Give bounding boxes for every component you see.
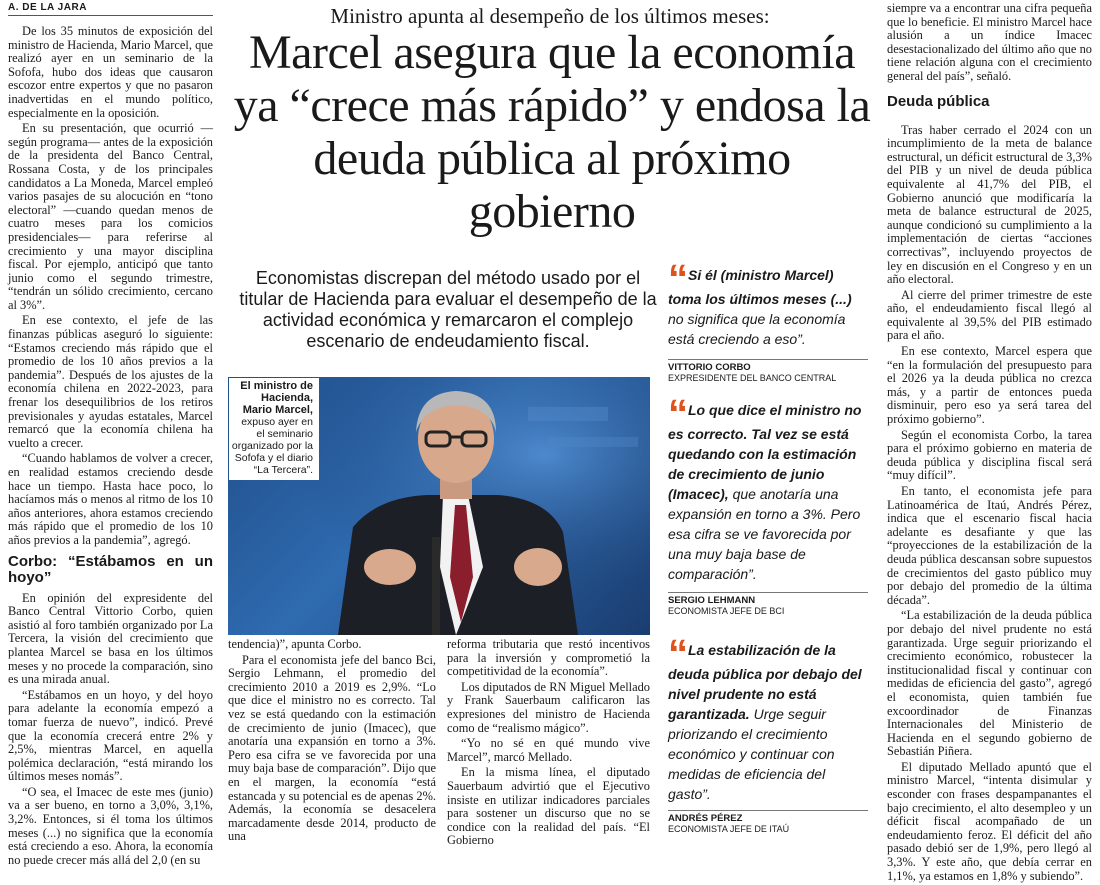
subheading-deuda: Deuda pública xyxy=(887,92,990,110)
column-3 xyxy=(447,638,650,850)
paragraph: “Estábamos en un hoyo, y del hoyo para adelante la economía empezó a tomar fuerza de nuevo”, indicó. Prevé que la economía crecerá entre 2% y 2,5%, mientras Marcel, en aquella polémica declaración, “está mirando los últimos meses nomás”. xyxy=(8,687,213,784)
paragraph: En la misma línea, el diputado Sauerbaum advirtió que el Ejecutivo insiste en utilizar indicadores parciales para sostener un discurso que no se condice con la realidad del país. “El Gobierno xyxy=(447,765,650,848)
caption-title: El ministro de Hacienda, Mario Marcel, xyxy=(240,380,313,416)
photo-caption xyxy=(229,378,319,480)
pull-quote-corbo xyxy=(668,257,868,384)
paragraph: “La estabilización de la deuda pública por debajo del nivel prudente no está garantizada. Urge seguir priorizando el crecimiento económico, robustecer la institucionalidad fiscal y continuar con medidas de eficiencia del gasto”, agregó el economista, quien también fue excoordinador de Finanzas Internacionales del Ministerio de Hacienda en el segundo gobierno de Sebastián Piñera. xyxy=(887,608,1092,759)
paragraph: En opinión del expresidente del Banco Central Vittorio Corbo, quien asistió al foro también organizado por La Tercera, la visión del crecimiento que plantea Marcel se basa en los últimos meses y no procede la comparación, sino es una mirada anual. xyxy=(8,590,213,687)
kicker: Ministro apunta al desempeño de los últimos meses: xyxy=(330,4,770,28)
paragraph: En tanto, el economista jefe para Latinoamérica de Itaú, Andrés Pérez, indica que el escenario fiscal hacia adelante es desafiante y que las “proyecciones de la estabilización de la deuda pública descansan sobre supuestos de crecimientos del gasto público muy por debajo del promedio de la última década”. xyxy=(887,484,1092,607)
quote-text: no significa que la economía está creciendo a eso”. xyxy=(668,311,846,347)
paragraph: Los diputados de RN Miguel Mellado y Frank Sauerbaum calificaron las expresiones del ministro de Hacienda como de “realismo mágico”. xyxy=(447,679,650,735)
quote-author-role: ECONOMISTA JEFE DE BCI xyxy=(668,606,785,616)
paragraph: De los 35 minutos de exposición del ministro de Hacienda, Mario Marcel, que realizó ayer en un seminario de la Sofofa, hubo dos ideas que causaron escozor entre expertos y que no pasaron inadvertidas en el mundo político, especialmente en la oposición. xyxy=(8,24,213,120)
paragraph: En su presentación, que ocurrió —según programa— antes de la exposición de la presidenta del Banco Central, Rossana Costa, y de los principales candidatos a La Moneda, Marcel empleó varios pasajes de su alocución en “tono electoral” —cuando quedan menos de cuatro meses para los comicios presidenciales— para referirse al crecimiento y una mayor disciplina fiscal. Por ejemplo, anticipó que tanto junio como el segundo trimestre, “tendrán un sólido crecimiento, cercano al 3%”. xyxy=(8,121,213,312)
quote-bold: Lo que dice el ministro no es correcto. Tal vez se está quedando con la estimación de crecimiento de junio (Imacec), xyxy=(668,402,862,502)
quote-attribution xyxy=(668,810,868,835)
quote-mark-icon: “ xyxy=(668,632,684,676)
quote-attribution xyxy=(668,592,868,617)
paragraph: En ese contexto, Marcel espera que “en la formulación del presupuesto para el 2026 ya la deuda pública no crezca más, y a partir de entonces pueda disminuir, pero eso ya será tarea del próximo gobierno”. xyxy=(887,344,1092,427)
paragraph: tendencia)”, apunta Corbo. xyxy=(228,637,362,651)
quote-mark-icon: “ xyxy=(668,392,684,436)
paragraph: “Yo no sé en qué mundo vive Marcel”, marcó Mellado. xyxy=(447,736,650,764)
column-1 xyxy=(8,25,213,869)
quote-author-role: EXPRESIDENTE DEL BANCO CENTRAL xyxy=(668,373,837,383)
paragraph: “Cuando hablamos de volver a crecer, en realidad estamos creciendo desde hace un tiempo. Hasta hace poco, lo hacíamos más o menos al ritmo de los 10 años anteriores, ahora estamos creciendo más rápido que el promedio de los 10 años previos a la pandemia”, agregó. xyxy=(8,451,213,547)
paragraph: El diputado Mellado apuntó que el ministro Marcel, “intenta disimular y esconder con frases despampanantes el bajo crecimiento, el alto desempleo y un déficit fiscal acompañado de un endeudamiento feroz. El déficit del año pasado debió ser de 1,9%, pero llegó al 3,3%. Y este año, que debía cerrar en 1,1%, ya estamos en 1,8% y subiendo”. xyxy=(887,759,1092,883)
paragraph: “O sea, el Imacec de este mes (junio) va a ser bueno, en torno a 3,0%, 3,1%, 3,2%. Entonces, si él toma los últimos meses (...) no significa que la economía está creciendo a eso. Ahora, la economía no puede crecer más allá del 2,0 (en su xyxy=(8,784,213,867)
caption-text: expuso ayer en el seminario organizado por la Sofofa y el diario “La Tercera”. xyxy=(231,416,313,476)
quote-author-role: ECONOMISTA JEFE DE ITAÚ xyxy=(668,824,790,834)
pull-quote-lehmann xyxy=(668,392,868,617)
quote-text: que anotaría una expansión en torno a 3%. Pero esa cifra se ve favorecida por una muy baja base de comparación”. xyxy=(668,486,861,582)
quote-author: VITTORIO CORBO xyxy=(668,362,751,373)
column-2 xyxy=(228,638,436,846)
paragraph: En ese contexto, el jefe de las finanzas públicas aseguró lo siguiente: “Estamos creciendo más rápido que el promedio de los 10 años previos a la pandemia”. Después de los ajustes de la economía chilena en 2022-2023, para frenar los desequilibrios de los retiros previsionales y ayudas estatales, Marcel remarcó que la economía chilena ha vuelto a crecer. xyxy=(8,313,213,450)
paragraph: siempre va a encontrar una cifra pequeña que lo beneficie. El ministro Marcel hace alusión a un índice Imacec desestacionalizado del último año que no tiene relación alguna con el crecimiento general del país”, señaló. xyxy=(887,1,1092,83)
quote-bold: Si él (ministro Marcel) toma los últimos meses (...) xyxy=(668,267,852,307)
paragraph: Según el economista Corbo, la tarea para el próximo gobierno en materia de deuda pública y disciplina fiscal será “muy difícil”. xyxy=(887,427,1092,483)
paragraph: Al cierre del primer trimestre de este año, el endeudamiento fiscal llegó al equivalente al 39,5% del PIB estimado para el año. xyxy=(887,287,1092,343)
deck: Economistas discrepan del método usado por el titular de Hacienda para evaluar el desempeño de la actividad económica y remarcaron el complejo escenario de endeudamiento fiscal. xyxy=(239,268,657,351)
pull-quote-perez xyxy=(668,632,868,835)
quote-text: Urge seguir priorizando el crecimiento económico y continuar con medidas de eficiencia del gasto”. xyxy=(668,706,835,802)
paragraph: reforma tributaria que restó incentivos para la inversión y comprometió la competitividad de la economía”. xyxy=(447,637,650,679)
byline: A. DE LA JARA xyxy=(8,2,213,16)
quote-bold: La estabilización de la deuda pública por debajo del nivel prudente no está garantizada. xyxy=(668,642,862,722)
column-5 xyxy=(887,2,1092,885)
quote-attribution xyxy=(668,359,868,384)
paragraph: Para el economista jefe del banco Bci, Sergio Lehmann, el promedio del crecimiento 2010 a 2019 es 2,9%. “Lo que dice el ministro no es correcto. Tal vez se está quedando con la estimación de crecimiento de junio (Imacec), que anotaría una expansión en torno a 3%. Pero esa cifra se ve favorecida por una muy baja base de comparación”. Dijo que en el margen, la economía “está estancada y su potencial es de apenas 2%. Además, la economía se desacelera marcadamente desde 2014, producto de una xyxy=(228,652,436,844)
quote-author: ANDRÉS PÉREZ xyxy=(668,813,743,824)
headline: Marcel asegura que la economía ya “crece más rápido” y endosa la deuda pública al próximo gobierno xyxy=(233,26,871,238)
quote-mark-icon: “ xyxy=(668,257,684,301)
quote-author: SERGIO LEHMANN xyxy=(668,595,756,606)
subheading-corbo: Corbo: “Estábamos en un hoyo” xyxy=(8,552,213,586)
paragraph: Tras haber cerrado el 2024 con un incumplimiento de la meta de balance estructural, un déficit estructural de 3,3% del PIB y un nivel de deuda pública equivalente al 41,7% del PIB, el Gobierno anunció que modificaría la meta de balance estructural de 2025, aunque condicionó su cumplimiento a la implementación de ciertas “acciones correctivas”, incluyendo proyectos de ley en discusión en el Congreso y en un año electoral. xyxy=(887,122,1092,287)
